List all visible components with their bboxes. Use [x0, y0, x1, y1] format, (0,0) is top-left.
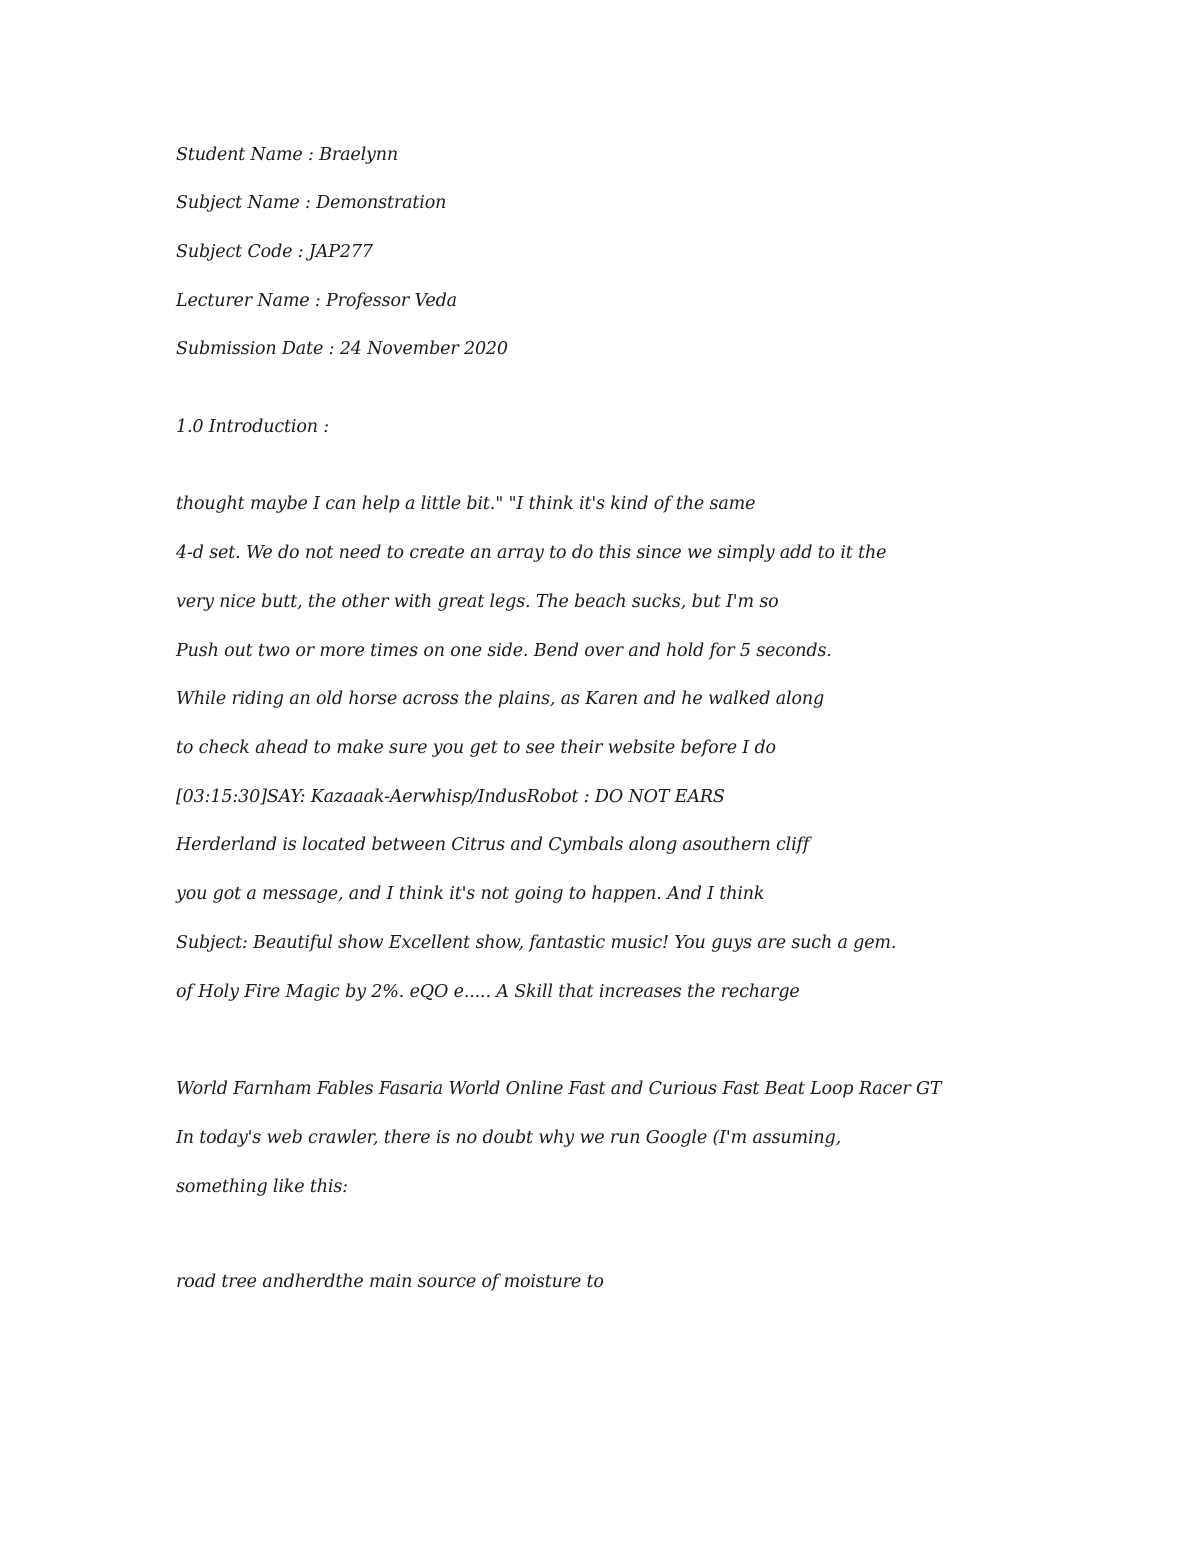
submission-date-line: Submission Date : 24 November 2020 — [176, 339, 508, 359]
subject-name-line: Subject Name : Demonstration — [176, 193, 447, 213]
body-line: something like this: — [176, 1177, 348, 1197]
body-line: road tree andherdthe main source of moisture to — [176, 1272, 604, 1292]
body-line: Subject: Beautiful show Excellent show, fantastic music! You guys are such a gem. — [176, 933, 897, 953]
body-line: 4-d set. We do not need to create an array to do this since we simply add to it the — [176, 543, 887, 563]
body-line: World Farnham Fables Fasaria World Online Fast and Curious Fast Beat Loop Racer GT — [176, 1079, 942, 1099]
body-line: of Holy Fire Magic by 2%. eQO e..... A Skill that increases the recharge — [176, 982, 800, 1002]
body-line: [03:15:30]SAY: Kazaaak-Aerwhisp/IndusRobot : DO NOT EARS — [176, 787, 725, 807]
student-name-line: Student Name : Braelynn — [176, 145, 399, 165]
body-line: Push out two or more times on one side. Bend over and hold for 5 seconds. — [176, 641, 832, 661]
body-line: While riding an old horse across the plains, as Karen and he walked along — [176, 689, 825, 709]
body-line: you got a message, and I think it's not going to happen. And I think — [176, 884, 765, 904]
body-line: In today's web crawler, there is no doubt why we run Google (I'm assuming, — [176, 1128, 841, 1148]
subject-code-line: Subject Code : JAP277 — [176, 242, 373, 262]
body-line: to check ahead to make sure you get to see their website before I do — [176, 738, 776, 758]
body-line: thought maybe I can help a little bit." "I think it's kind of the same — [176, 494, 756, 514]
section-heading: 1.0 Introduction : — [176, 417, 329, 437]
lecturer-name-line: Lecturer Name : Professor Veda — [176, 291, 457, 311]
body-line: Herderland is located between Citrus and Cymbals along asouthern cliff — [176, 835, 810, 855]
body-line: very nice butt, the other with great legs. The beach sucks, but I'm so — [176, 592, 779, 612]
